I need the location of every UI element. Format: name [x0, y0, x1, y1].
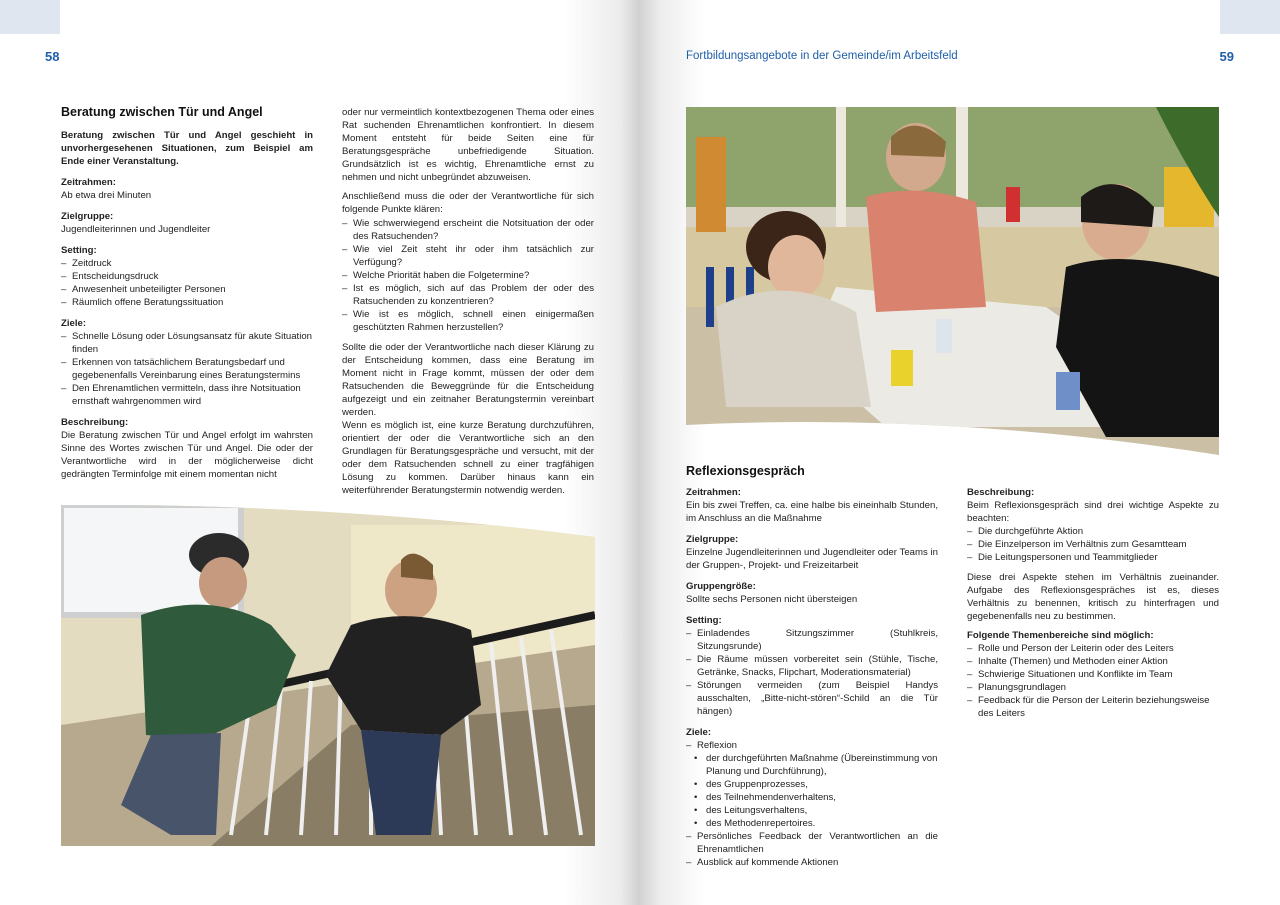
list-item: – Die Räume müssen vorbereitet sein (Stühle, Tische, Getränke, Snacks, Flipchart, Moderationsmaterial): [686, 653, 938, 679]
ziele-sublist: [686, 752, 938, 830]
left-column-2: [342, 106, 594, 503]
gruppengroesse-text: Sollte sechs Personen nicht übersteigen: [686, 594, 858, 605]
beschreibung-intro: Beim Reflexionsgespräch sind drei wichtige Aspekte zu beachten:: [967, 500, 1219, 524]
list-item: – Wie ist es möglich, schnell einen einigermaßen geschützten Rahmen herzustellen?: [342, 308, 594, 334]
group-discussion-photo: [686, 107, 1219, 455]
list-item: – Wie viel Zeit steht ihr oder ihm tatsächlich zur Verfügung?: [342, 243, 594, 269]
list-item: – Anwesenheit unbeteiligter Personen: [61, 283, 313, 296]
zielgruppe-text: Einzelne Jugendleiterinnen und Jugendleiter oder Teams in der Gruppen-, Projekt- und Freizeitarbeit: [686, 547, 938, 571]
list-item: – Den Ehrenamtlichen vermitteln, dass ihre Notsituation ernsthaft wahrgenommen wird: [61, 382, 313, 408]
themen-label: Folgende Themenbereiche sind möglich:: [967, 630, 1154, 641]
zielgruppe-text: Jugendleiterinnen und Jugendleiter: [61, 224, 211, 235]
beschreibung-text: Die Beratung zwischen Tür und Angel erfolgt im wahrsten Sinne des Wortes zwischen Tür und Angel. Die oder der Verantwortliche wird in der möglicherweise dicht gedrängten Terminfolge mit einem momentan nicht: [61, 430, 313, 480]
paragraph: Diese drei Aspekte stehen im Verhältnis zueinander. Aufgabe des Reflexionsgespräches ist es, dieses Verhältnis zu benennen, kritisch zu hinterfragen und gegebenenfalls neu zu bestimmen.: [967, 572, 1219, 622]
list-item: – Räumlich offene Beratungssituation: [61, 296, 313, 309]
gruppengroesse-label: Gruppengröße:: [686, 581, 756, 592]
right-column-1: [686, 465, 938, 869]
zielgruppe-label: Zielgruppe:: [61, 211, 114, 222]
list-item: – Die Einzelperson im Verhältnis zum Gesamtteam: [967, 538, 1219, 551]
stairwell-photo: [61, 505, 595, 846]
ziele-label: Ziele:: [61, 318, 87, 329]
list-item: – Feedback für die Person der Leiterin beziehungsweise des Leiters: [967, 694, 1219, 720]
zielgruppe-label: Zielgruppe:: [686, 534, 739, 545]
list-item: • des Leitungsverhaltens,: [686, 804, 938, 817]
list-item: • des Teilnehmendenverhaltens,: [686, 791, 938, 804]
setting-label: Setting:: [61, 245, 97, 256]
list-item: – Planungsgrundlagen: [967, 681, 1219, 694]
list-item: – Störungen vermeiden (zum Beispiel Handys ausschalten, „Bitte-nicht-stören“-Schild an die Tür hängen): [686, 679, 938, 718]
zeitrahmen-label: Zeitrahmen:: [61, 177, 116, 188]
list-item: – Entscheidungsdruck: [61, 270, 313, 283]
list-item: – Reflexion: [686, 739, 938, 752]
ziele-list: [61, 330, 313, 408]
setting-list: [61, 257, 313, 309]
list-item: – Schnelle Lösung oder Lösungsansatz für akute Situation finden: [61, 330, 313, 356]
section-title: Beratung zwischen Tür und Angel: [61, 105, 263, 119]
paragraph: Anschließend muss die oder der Verantwortliche für sich folgende Punkte klären:: [342, 191, 594, 215]
lead-text: Beratung zwischen Tür und Angel geschieht in unvorhergesehenen Situationen, zum Beispiel am Ende einer Veranstaltung.: [61, 130, 313, 167]
beschreibung-label: Beschreibung:: [967, 487, 1035, 498]
setting-list: [686, 627, 938, 718]
list-item: – Inhalte (Themen) und Methoden einer Aktion: [967, 655, 1219, 668]
list-item: – Persönliches Feedback der Verantwortlichen an die Ehrenamtlichen: [686, 830, 938, 856]
list-item: • des Gruppenprozesses,: [686, 778, 938, 791]
list-item: – Welche Priorität haben die Folgetermine?: [342, 269, 594, 282]
zeitrahmen-text: Ab etwa drei Minuten: [61, 190, 152, 201]
list-item: • des Methodenrepertoires.: [686, 817, 938, 830]
paragraph: Wenn es möglich ist, eine kurze Beratung durchzuführen, orientiert der oder die Verantwortliche sich an den Grundlagen für Beratungsgespräche und versucht, mit der oder dem Ratsuchenden schnell zu einer tragfähigen Lösung zu kommen. Darüber hinaus kann ein weiterführender Beratungstermin notwendig werden.: [342, 420, 594, 496]
list-item: – Erkennen von tatsächlichem Beratungsbedarf und gegebenenfalls Vereinbarung eines Beratungstermins: [61, 356, 313, 382]
ziele-list-rest: [686, 830, 938, 869]
ziele-label: Ziele:: [686, 727, 712, 738]
themen-list: [967, 642, 1219, 720]
check-list: [342, 217, 594, 334]
zeitrahmen-text: Ein bis zwei Treffen, ca. eine halbe bis eineinhalb Stunden, im Anschluss an die Maßnahme: [686, 500, 938, 524]
list-item: – Wie schwerwiegend erscheint die Notsituation der oder des Ratsuchenden?: [342, 217, 594, 243]
paragraph: oder nur vermeintlich kontextbezogenen Thema oder eines Rat suchenden Ehrenamtlichen konfrontiert. In diesem Moment entsteht für beide Seiten eine für Beratungsgespräche unbefriedigende Situation. Grundsätzlich ist es wichtig, Ehrenamtliche ernst zu nehmen und nicht unbegründet abzuweisen.: [342, 107, 594, 183]
aspekte-list: [967, 525, 1219, 564]
list-item: – Zeitdruck: [61, 257, 313, 270]
list-item: – Die Leitungspersonen und Teammitglieder: [967, 551, 1219, 564]
running-head: Fortbildungsangebote in der Gemeinde/im Arbeitsfeld: [686, 50, 958, 62]
setting-label: Setting:: [686, 615, 722, 626]
list-item: – Einladendes Sitzungszimmer (Stuhlkreis, Sitzungsrunde): [686, 627, 938, 653]
list-item: – Ausblick auf kommende Aktionen: [686, 856, 938, 869]
list-item: • der durchgeführten Maßnahme (Übereinstimmung von Planung und Durchführung),: [686, 752, 938, 778]
right-column-2: [967, 486, 1219, 720]
list-item: – Ist es möglich, sich auf das Problem der oder des Ratsuchenden zu konzentrieren?: [342, 282, 594, 308]
list-item: – Die durchgeführte Aktion: [967, 525, 1219, 538]
page-tab: [0, 0, 60, 34]
page-number: 58: [45, 49, 60, 64]
list-item: – Rolle und Person der Leiterin oder des Leiters: [967, 642, 1219, 655]
zeitrahmen-label: Zeitrahmen:: [686, 487, 741, 498]
ziele-list: [686, 739, 938, 752]
page-number: 59: [1219, 49, 1234, 64]
page-59: [640, 0, 1280, 905]
left-column-1: [61, 106, 313, 487]
beschreibung-label: Beschreibung:: [61, 417, 129, 428]
paragraph: Sollte die oder der Verantwortliche nach dieser Klärung zu der Entscheidung kommen, dass eine Beratung im Moment nicht in Frage kommt, müssen der oder dem Ratsuchenden die Beweggründe für die Entscheidung aufgezeigt und ein zeitnaher Beratungstermin vereinbart werden.: [342, 342, 594, 418]
list-item: – Schwierige Situationen und Konflikte im Team: [967, 668, 1219, 681]
section-title: Reflexionsgespräch: [686, 464, 805, 478]
page-tab: [1220, 0, 1280, 34]
